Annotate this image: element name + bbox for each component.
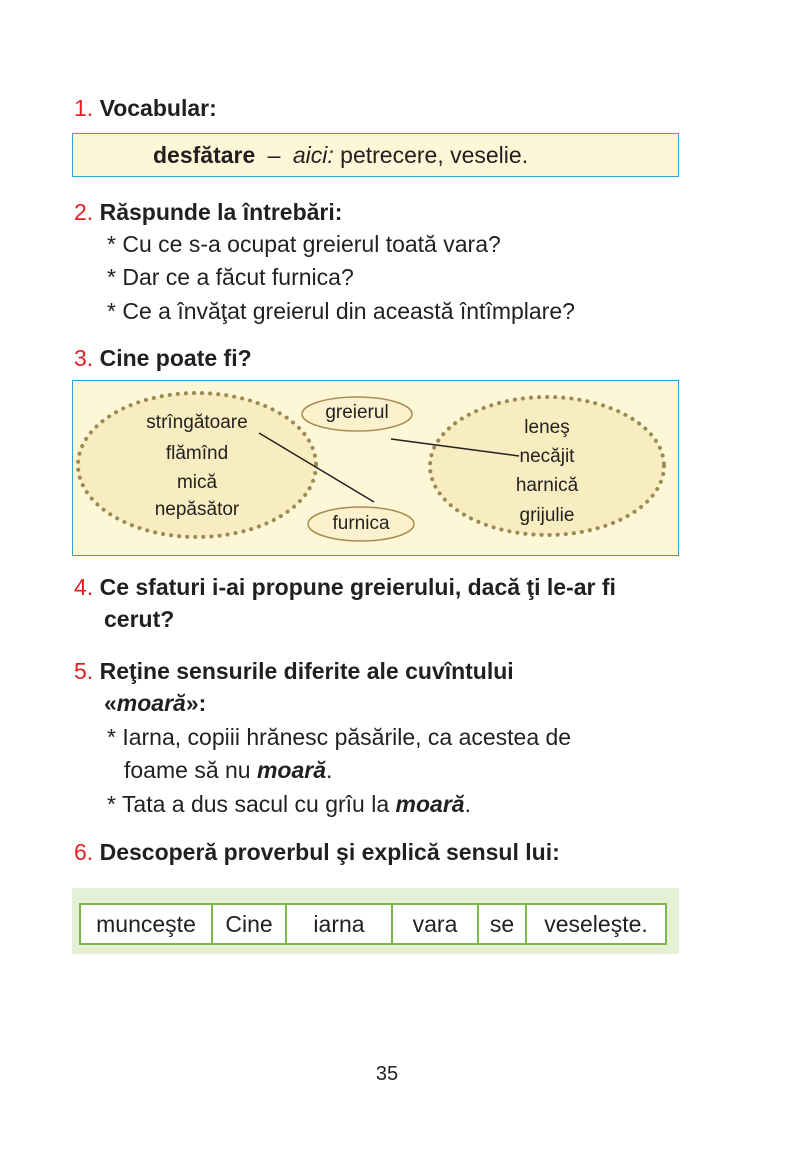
vocab-aici: aici: <box>292 142 334 168</box>
section-title: Vocabular: <box>99 95 217 121</box>
section-4-heading <box>74 572 616 602</box>
example-2 <box>107 789 471 819</box>
vocab-meaning: petrecere, veselie. <box>340 142 529 168</box>
section-title-line-2: cerut? <box>104 606 175 632</box>
section-4-heading-cont <box>104 604 174 634</box>
quote-close: »: <box>185 690 207 716</box>
right-word-1: leneş <box>524 417 570 438</box>
proverb-word-5: se <box>478 904 526 944</box>
proverb-word-3: iarna <box>286 904 392 944</box>
proverb-word-2: Cine <box>212 904 286 944</box>
right-word-4: grijulie <box>519 505 575 526</box>
example-end: . <box>464 791 471 817</box>
proverb-table <box>79 903 667 945</box>
example-text: * Tata a dus sacul cu grîu la <box>107 791 396 817</box>
section-number: 1. <box>74 95 94 121</box>
section-number: 5. <box>74 658 94 684</box>
example-1-line-2 <box>124 755 332 785</box>
question-3: * Ce a învăţat greierul din această întîmplare? <box>107 298 575 324</box>
section-3-heading <box>74 343 252 373</box>
section-6-heading <box>74 837 560 867</box>
page-number: 35 <box>375 1063 399 1085</box>
section-number: 6. <box>74 839 94 865</box>
vocab-dash: – <box>267 142 281 168</box>
section-number: 2. <box>74 199 94 225</box>
section-title: Descoperă proverbul şi explică sensul lui: <box>99 839 560 865</box>
section-5-heading <box>74 656 514 686</box>
right-word-2: necăjit <box>519 446 575 467</box>
right-word-3: harnică <box>515 475 579 496</box>
question-2: * Dar ce a făcut furnica? <box>107 264 354 290</box>
example-keyword: moară <box>395 791 465 817</box>
matching-diagram <box>72 380 679 556</box>
example-end: . <box>326 757 333 783</box>
proverb-word-6: veseleşte. <box>526 904 666 944</box>
left-word-3: mică <box>176 472 218 493</box>
vocabulary-box <box>72 133 679 177</box>
example-1-line-1: * Iarna, copiii hrănesc păsările, ca acestea de <box>107 724 572 750</box>
quote-open: « <box>104 690 117 716</box>
vocab-word: desfătare <box>153 142 256 168</box>
section-2-heading <box>74 197 342 227</box>
section-1-heading <box>74 93 217 123</box>
section-title-line-1: Ce sfaturi i-ai propune greierului, dacă ţi le-ar fi <box>99 574 616 600</box>
section-number: 3. <box>74 345 94 371</box>
example-keyword: moară <box>256 757 327 783</box>
bottom-oval-label: furnica <box>332 513 390 534</box>
proverb-word-4: vara <box>392 904 478 944</box>
section-number: 4. <box>74 574 94 600</box>
left-word-1: strîngătoare <box>146 412 248 433</box>
left-word-2: flămînd <box>165 443 229 464</box>
left-word-4: nepăsător <box>154 499 240 520</box>
section-title-line-1: Reţine sensurile diferite ale cuvîntului <box>99 658 514 684</box>
top-oval-label: greierul <box>325 402 389 423</box>
keyword: moară <box>116 690 186 716</box>
question-1: * Cu ce s-a ocupat greierul toată vara? <box>107 231 501 257</box>
section-5-heading-cont <box>104 688 206 718</box>
proverb-word-1: munceşte <box>80 904 212 944</box>
proverb-row <box>80 904 666 944</box>
example-text: foame să nu <box>124 757 257 783</box>
section-title: Cine poate fi? <box>99 345 252 371</box>
section-title: Răspunde la întrebări: <box>99 199 343 225</box>
